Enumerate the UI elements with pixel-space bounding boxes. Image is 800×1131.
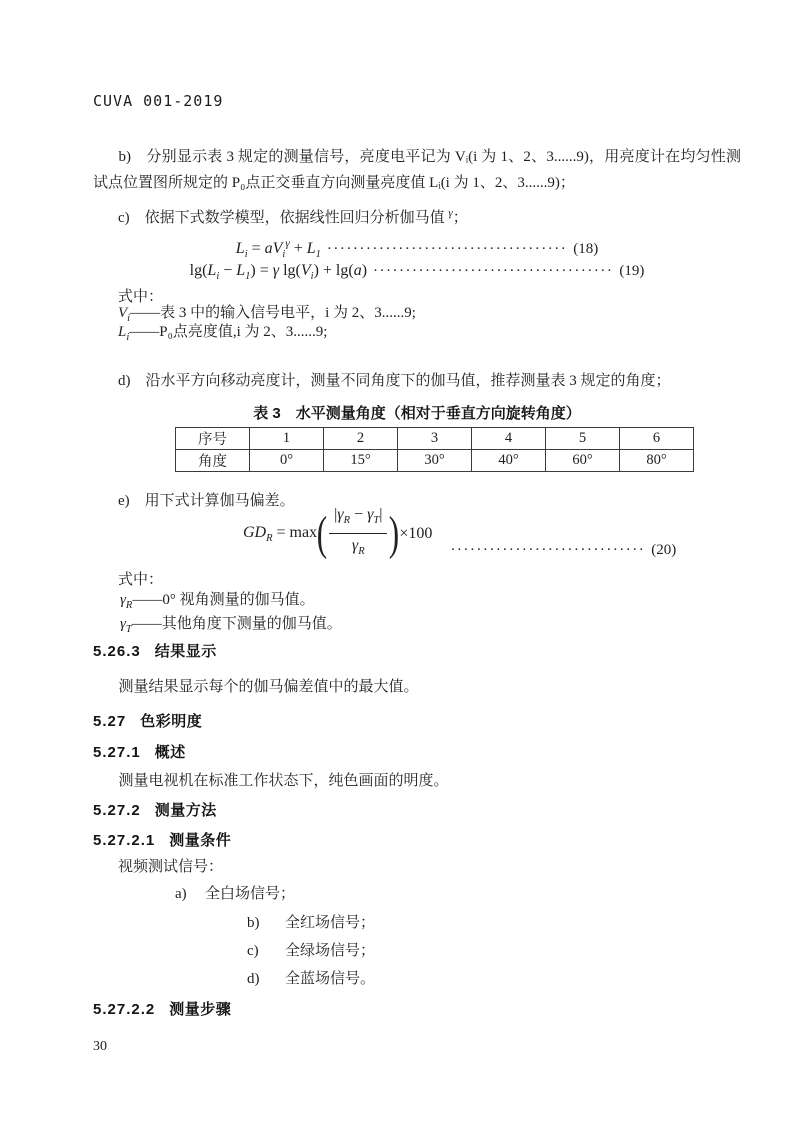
definition-gamma-r-symbol: $\gamma_R$ (120, 592, 133, 611)
equation-20-leader (444, 541, 676, 562)
definition-gamma-t-symbol: $\gamma_T$ (120, 616, 132, 635)
paragraph-item-b: b) 分别显示表 3 规定的测量信号，亮度电平记为 Vᵢ(i 为 1、2、3......9)，用亮度计在均匀性测试点位置图所规定的 P₀点正交垂直方向测量亮度值 Lᵢ(i 为 1、2、3......9)； (93, 149, 741, 191)
equation-20-body (243, 505, 432, 562)
definition-vi-text: ——表 3 中的输入信号电平，i 为 2、3......9; (130, 305, 416, 321)
table-cell: 60° (546, 450, 620, 472)
table-cell: 15° (324, 450, 398, 472)
table-cell: 序号 (176, 428, 250, 450)
left-paren: ( (316, 507, 328, 561)
list-item-label: c) (247, 943, 259, 959)
table-cell: 4 (472, 428, 546, 450)
section-number: 5.27.2 (93, 802, 141, 819)
definition-gamma-t-text: ——其他角度下测量的伽马值。 (131, 616, 342, 632)
table-cell: 1 (250, 428, 324, 450)
list-item-text: 全红场信号； (285, 915, 376, 931)
page-number: 30 (93, 1039, 107, 1054)
definition-vi-symbol: $V_i$ (118, 305, 131, 324)
paragraph-5-27-1: 测量电视机在标准工作状态下，纯色画面的明度。 (118, 773, 449, 789)
table-cell: 2 (324, 428, 398, 450)
equation-20 (243, 505, 676, 562)
section-number: 5.27 (93, 713, 127, 730)
table-cell: 0° (250, 450, 324, 472)
section-number: 5.27.1 (93, 744, 141, 761)
fraction-denominator: $\gamma_R$ (351, 537, 365, 558)
where-label-1: 式中： (118, 289, 164, 305)
list-item-signal-c (247, 941, 375, 961)
definition-gamma-r-text: ——0° 视角测量的伽马值。 (132, 592, 315, 608)
section-number: 5.27.2.2 (93, 1001, 156, 1018)
list-item-label: a) (175, 886, 187, 902)
equation-20-factor: ×100 (399, 524, 433, 542)
section-title: 测量步骤 (169, 1001, 232, 1018)
section-title: 概述 (154, 744, 186, 761)
list-item-signal-d (247, 969, 375, 989)
table-cell: 30° (398, 450, 472, 472)
table-3-title: 表 3 水平测量角度（相对于垂直方向旋转角度） (253, 405, 581, 422)
section-heading-5-27-2-2 (93, 998, 231, 1019)
table-row (176, 428, 694, 450)
equation-20-lhs: $GD_R = \max$ (243, 523, 318, 544)
list-item-label: d) (247, 971, 260, 987)
equation-number: (20) (651, 542, 677, 559)
table-cell: 3 (398, 428, 472, 450)
video-signal-label: 视频测试信号： (118, 859, 224, 875)
section-title: 色彩明度 (140, 713, 203, 730)
dotted-leader: ····································· (326, 241, 568, 258)
list-item-label: b) (247, 915, 260, 931)
section-title: 测量方法 (154, 802, 217, 819)
section-title: 结果显示 (154, 643, 217, 660)
table-cell: 40° (472, 450, 546, 472)
equation-19-body: $\lg(L_i - L_1) = \gamma$ $\lg(V_i) + \lg(a)$ (189, 262, 368, 283)
list-item-text: 全绿场信号； (285, 943, 376, 959)
table-3 (175, 427, 694, 472)
equation-number: (19) (619, 263, 645, 279)
paragraph-item-e: e) 用下式计算伽马偏差。 (118, 493, 295, 509)
section-heading-5-27-2 (93, 799, 217, 820)
right-paren: ) (389, 507, 400, 561)
list-item-text: 全蓝场信号。 (285, 971, 376, 987)
table-cell: 6 (620, 428, 694, 450)
paragraph-item-d: d) 沿水平方向移动亮度计，测量不同角度下的伽马值，推荐测量表 3 规定的角度； (118, 373, 671, 389)
fraction (329, 505, 387, 562)
table-3-body (176, 428, 694, 472)
dotted-leader: ····································· (373, 263, 614, 279)
equation-18-body: $L_i = aV_i^\gamma + L_1$ (235, 238, 321, 261)
table-cell: 80° (620, 450, 694, 472)
section-number: 5.27.2.1 (93, 832, 156, 849)
definition-gamma-t (120, 614, 342, 640)
table-row (176, 450, 694, 472)
paragraph-5-26-3: 测量结果显示每个的伽马偏差值中的最大值。 (118, 679, 419, 695)
equation-number: (18) (573, 241, 599, 258)
section-heading-5-26-3 (93, 640, 217, 661)
fraction-numerator: $|\gamma_R - \gamma_T|$ (329, 505, 387, 534)
list-item-text: 全白场信号； (205, 886, 296, 902)
where-label-2: 式中： (118, 572, 164, 588)
definition-li-text: ——P₀点亮度值,i 为 2、3......9; (129, 324, 328, 340)
document-code: CUVA 001-2019 (93, 92, 224, 110)
section-heading-5-27 (93, 710, 202, 731)
table-cell: 角度 (176, 450, 250, 472)
paragraph-item-c: c) 依据下式数学模型，依据线性回归分析伽马值 $^\gamma$； (118, 207, 468, 226)
list-item-signal-a (175, 884, 295, 904)
section-heading-5-27-1 (93, 741, 186, 762)
section-heading-5-27-2-1 (93, 829, 231, 850)
definition-gamma-r (120, 590, 315, 616)
table-cell: 5 (546, 428, 620, 450)
definition-li-symbol: $L_i$ (118, 324, 130, 343)
equation-19 (93, 258, 741, 290)
definition-li (118, 322, 327, 348)
section-number: 5.26.3 (93, 643, 141, 660)
section-title: 测量条件 (169, 832, 232, 849)
list-item-signal-b (247, 913, 375, 933)
dotted-leader: ······························ (450, 542, 646, 559)
